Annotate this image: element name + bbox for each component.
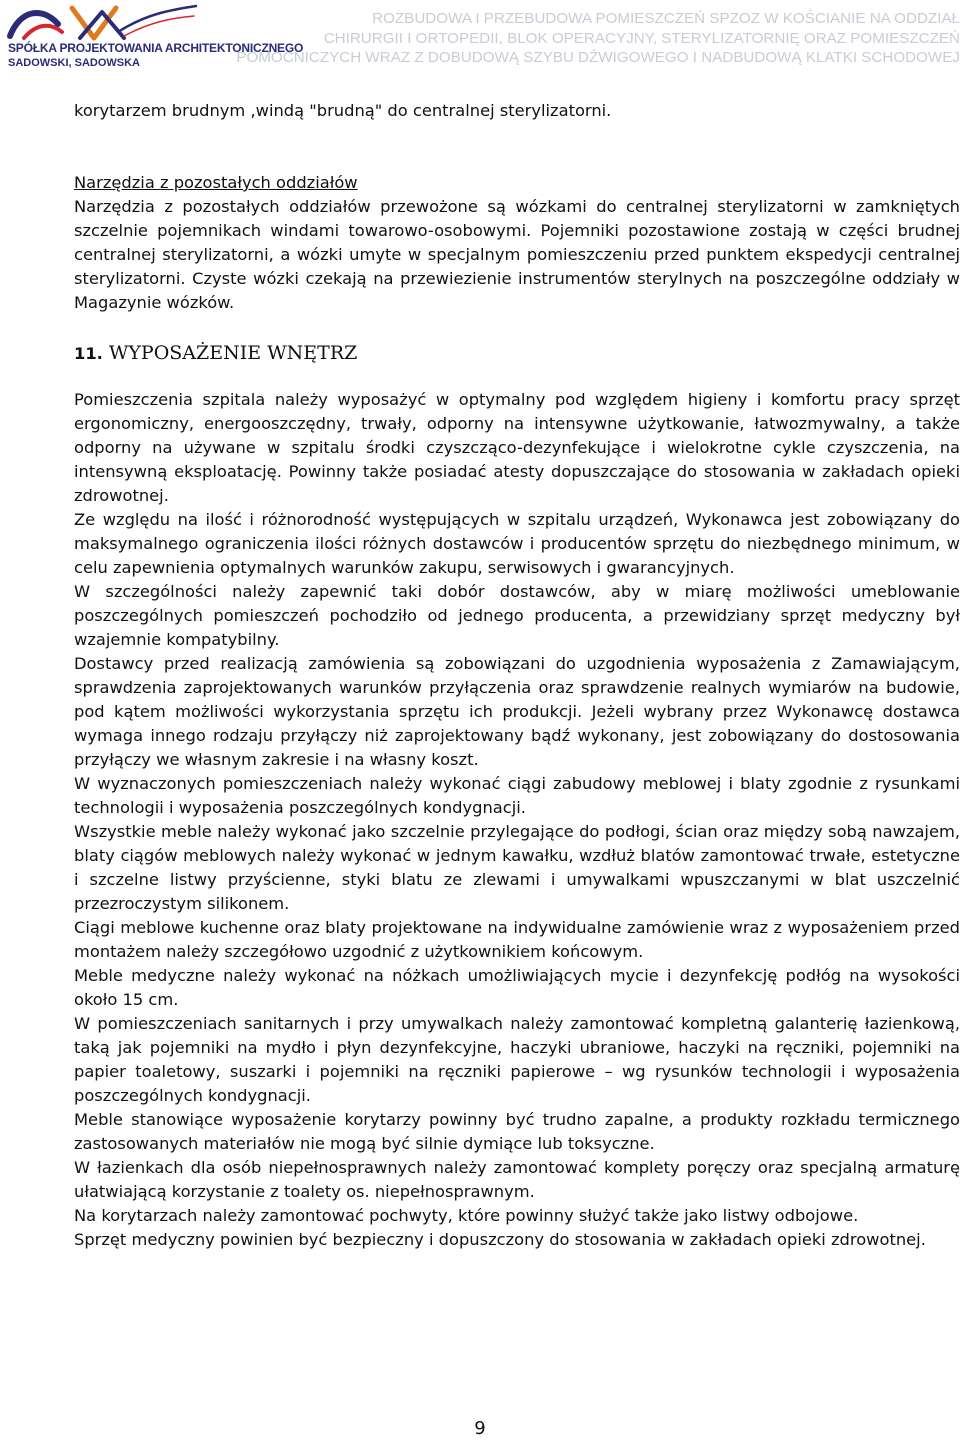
- intro-line: korytarzem brudnym ,windą "brudną" do centralnej sterylizatorni.: [74, 101, 612, 120]
- section-number: 11.: [74, 344, 103, 363]
- logo-graphic: [6, 2, 198, 42]
- paragraph: Meble stanowiące wyposażenie korytarzy powinny być trudno zapalne, a produkty rozkładu termicznego zastosowanych materiałów nie mogą być silnie dymiące lub toksyczne.: [74, 1110, 960, 1153]
- paragraph: W wyznaczonych pomieszczeniach należy wykonać ciągi zabudowy meblowej i blaty zgodnie z rysunkami technologii i wyposażenia poszczególnych kondygnacji.: [74, 774, 960, 817]
- page-number: 9: [474, 1418, 486, 1439]
- paragraph: W łazienkach dla osób niepełnosprawnych należy zamontować komplety poręczy oraz specjalną armaturę ułatwiającą korzystanie z toalety os. niepełnosprawnym.: [74, 1158, 960, 1201]
- page-header: [0, 0, 960, 80]
- paragraph: Ciągi meblowe kuchenne oraz blaty projektowane na indywidualne zamówienie wraz z wyposażeniem przed montażem należy szczegółowo uzgodnić z użytkownikiem końcowym.: [74, 918, 960, 961]
- project-title-line: CHIRURGII I ORTOPEDII, BLOK OPERACYJNY, STERYLIZATORNIĘ ORAZ POMIESZCZEŃ: [323, 29, 960, 47]
- paragraph: Pomieszczenia szpitala należy wyposażyć w optymalny pod względem higieny i komfortu pracy sprzęt ergonomiczny, energooszczędny, trwały, odporny na intensywne użytkowanie, łatwozmywalny, a także odporny na używane w szpitalu środki czyszcząco-dezynfekujące i wielokrotne cykle czyszczenia, na intensywną eksploatację. Powinny także posiadać atesty dopuszczające do stosowania w zakładach opieki zdrowotnej.: [74, 390, 960, 505]
- document-body: [74, 99, 960, 1252]
- logo-line-company: SPÓŁKA PROJEKTOWANIA ARCHITEKTONICZNEGO: [8, 41, 304, 55]
- project-title-line: ROZBUDOWA I PRZEBUDOWA POMIESZCZEŃ SPZOZ W KOŚCIANIE NA ODDZIAŁ: [372, 10, 960, 27]
- paragraph: Dostawcy przed realizacją zamówienia są zobowiązani do uzgodnienia wyposażenia z Zamawiającym, sprawdzenia zaprojektowanych warunków przyłączenia oraz sprawdzenie realnych wymiarów na budowie, pod kątem możliwości wykorzystania sprzętu ich produkcji. Jeżeli wybrany przez Wykonawcę dostawca wymaga innego rodzaju przyłączy niż zaprojektowany bądź wykonany, jest zobowiązany do dostosowania przyłączy we własnym zakresie i na własny koszt.: [74, 654, 960, 769]
- section-heading: [74, 341, 960, 366]
- paragraph: Sprzęt medyczny powinien być bezpieczny i dopuszczony do stosowania w zakładach opieki zdrowotnej.: [74, 1230, 926, 1249]
- project-title-line: POMOCNICZYCH WRAZ Z DOBUDOWĄ SZYBU DŹWIGOWEGO I NADBUDOWĄ KLATKI SCHODOWEJ: [236, 49, 960, 66]
- section-title: WYPOSAŻENIE WNĘTRZ: [108, 342, 358, 364]
- paragraph: Meble medyczne należy wykonać na nóżkach umożliwiających mycie i dezynfekcję podłóg na wysokości około 15 cm.: [74, 966, 960, 1009]
- paragraph: Na korytarzach należy zamontować pochwyty, które powinny służyć także jako listwy odbojowe.: [74, 1206, 859, 1225]
- subheading: Narzędzia z pozostałych oddziałów: [74, 173, 358, 192]
- paragraph: W pomieszczeniach sanitarnych i przy umywalkach należy zamontować kompletną galanterię łazienkową, taką jak pojemniki na mydło i płyn dezynfekcyjne, haczyki ubraniowe, haczyki na ręczniki, pojemniki na papier toaletowy, suszarki i pojemniki na ręczniki papierowe – wg rysunków technologii i wyposażenia poszczególnych kondygnacji.: [74, 1014, 960, 1105]
- logo-line-owners: SADOWSKI, SADOWSKA: [8, 57, 140, 69]
- paragraph: W szczególności należy zapewnić taki dobór dostawców, aby w miarę możliwości umeblowanie poszczególnych pomieszczeń pochodziło od jednego producenta, a przewidziany sprzęt medyczny był wzajemnie kompatybilny.: [74, 582, 960, 649]
- subheading-paragraph: Narzędzia z pozostałych oddziałów przewożone są wózkami do centralnej sterylizatorni w zamkniętych szczelnie pojemnikach windami towarowo-osobowymi. Pojemniki pozostawione zostają w części brudnej centralnej sterylizatorni, a wózki umyte w specjalnym pomieszczeniu przed punktem ekspedycji centralnej sterylizatorni. Czyste wózki czekają na przewiezienie instrumentów sterylnych na poszczególne oddziały w Magazynie wózków.: [74, 197, 960, 312]
- project-title: [210, 9, 960, 68]
- paragraph: Ze względu na ilość i różnorodność występujących w szpitalu urządzeń, Wykonawca jest zobowiązany do maksymalnego ograniczenia ilości różnych dostawców i producentów sprzętu do niezbędnego minimum, w celu zapewnienia optymalnych warunków zakupu, serwisowych i gwarancyjnych.: [74, 510, 960, 577]
- paragraph: Wszystkie meble należy wykonać jako szczelnie przylegające do podłogi, ścian oraz między sobą nawzajem, blaty ciągów meblowych należy wykonać w jednym kawałku, wzdłuż blatów zamontować trwałe, estetyczne i szczelne listwy przyścienne, styki blatu ze zlewami i umywalkami wpuszczanymi w blat uszczelnić przezroczystym silikonem.: [74, 822, 960, 913]
- company-logo: [6, 2, 304, 76]
